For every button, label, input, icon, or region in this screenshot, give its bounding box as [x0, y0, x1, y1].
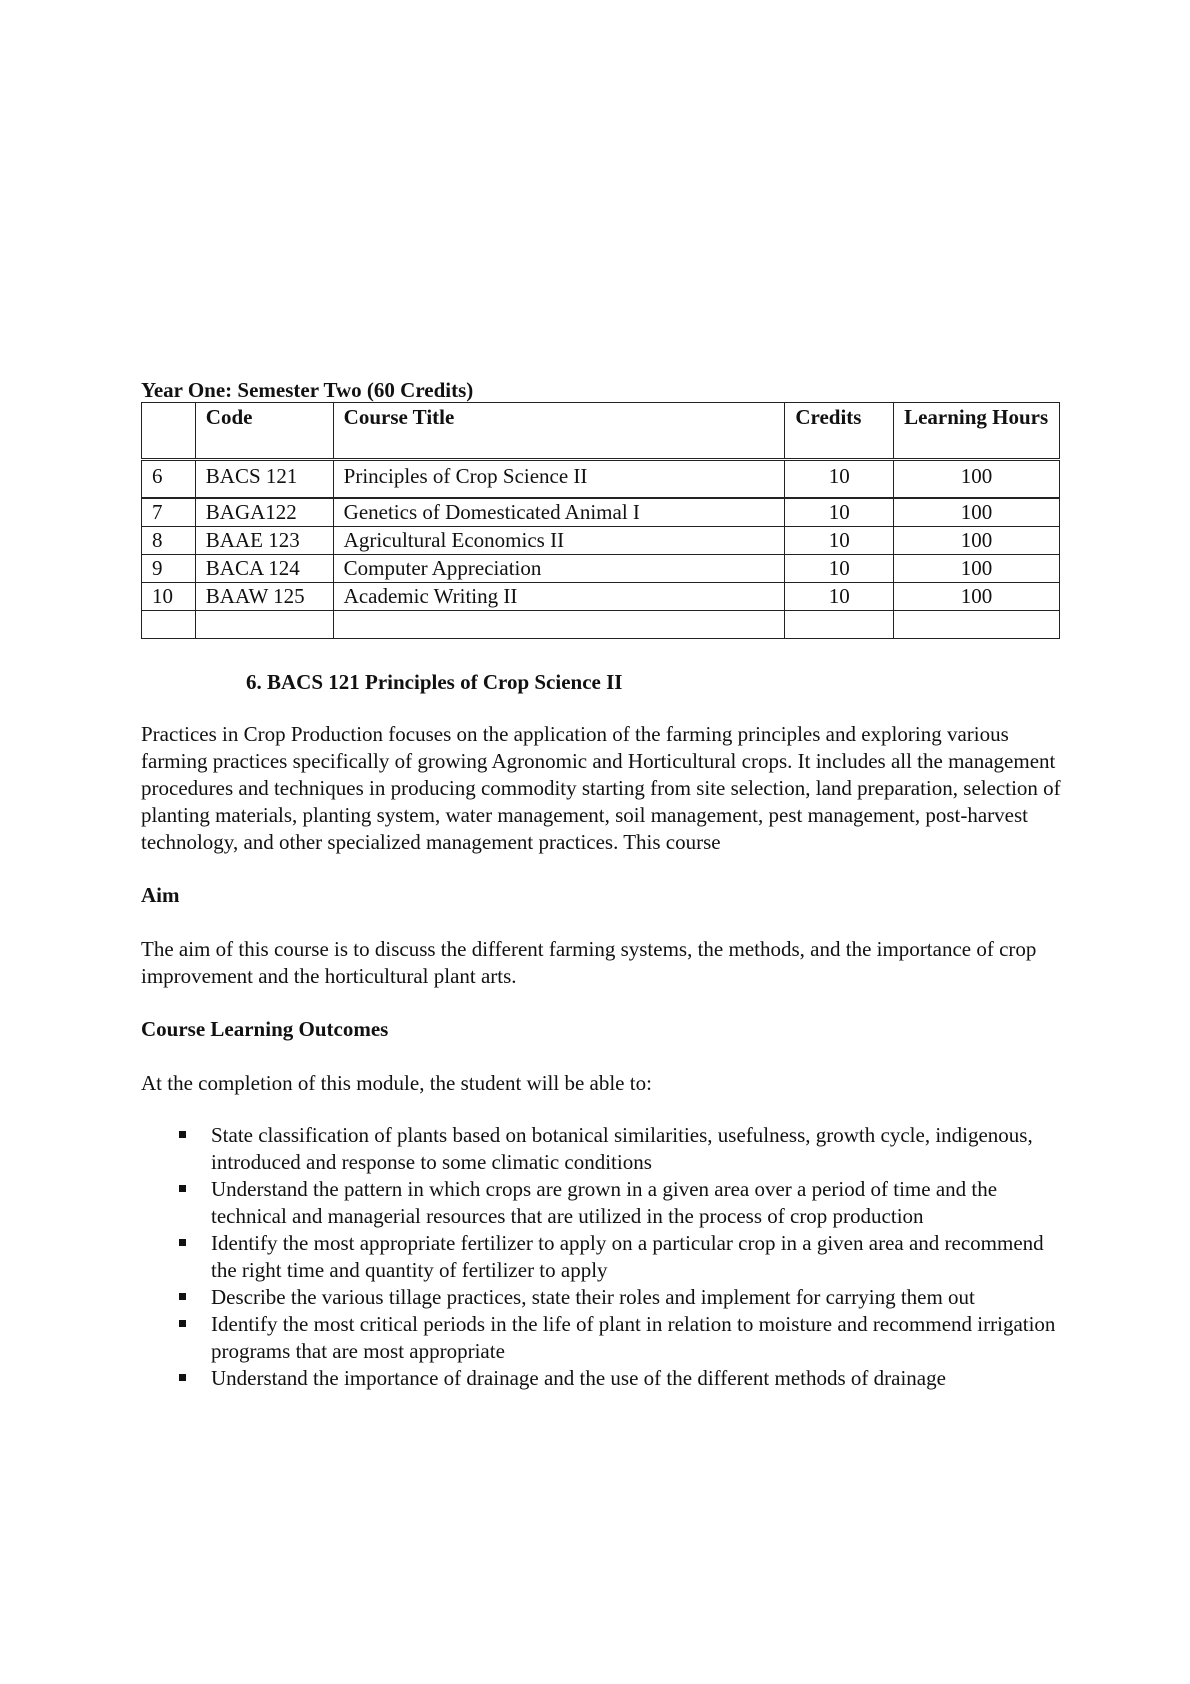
square-bullet-icon: [179, 1293, 186, 1300]
cell-credits: 10: [785, 583, 894, 611]
header-credits: Credits: [785, 403, 894, 460]
table-caption: Year One: Semester Two (60 Credits): [141, 378, 474, 402]
cell-title: Academic Writing II: [333, 583, 785, 611]
cell-number: 9: [142, 555, 196, 583]
cell-code: BACA 124: [195, 555, 333, 583]
cell-code: BAAE 123: [195, 527, 333, 555]
table-row: [142, 555, 1060, 583]
cell-code: [195, 611, 333, 639]
outcome-text: Identify the most critical periods in the life of plant in relation to moisture and recommend irrigation programs that are most appropriate: [211, 1312, 1056, 1363]
cell-title: Genetics of Domesticated Animal I: [333, 498, 785, 527]
cell-credits: 10: [785, 555, 894, 583]
table-header-row: [142, 403, 1060, 460]
table-row: [142, 527, 1060, 555]
cell-hours: 100: [894, 460, 1060, 499]
cell-hours: 100: [894, 555, 1060, 583]
header-course-title: Course Title: [333, 403, 785, 460]
outcomes-intro: At the completion of this module, the student will be able to:: [141, 1071, 652, 1095]
outcome-text: Understand the pattern in which crops are grown in a given area over a period of time and the technical and managerial resources that are utilized in the process of crop production: [211, 1177, 998, 1228]
aim-paragraph: The aim of this course is to discuss the different farming systems, the methods, and the importance of crop improvement and the horticultural plant arts.: [141, 937, 1037, 988]
header-code: Code: [195, 403, 333, 460]
square-bullet-icon: [179, 1320, 186, 1327]
outcome-text: Identify the most appropriate fertilizer to apply on a particular crop in a given area and recommend the right time and quantity of fertilizer to apply: [211, 1231, 1044, 1282]
square-bullet-icon: [179, 1185, 186, 1192]
cell-credits: 10: [785, 498, 894, 527]
cell-credits: 10: [785, 460, 894, 499]
cell-number: [142, 611, 196, 639]
module-intro-paragraph: Practices in Crop Production focuses on the application of the farming principles and exploring various farming practices specifically of growing Agronomic and Horticultural crops. It includes all the management procedures and techniques in producing commodity starting from site selection, land preparation, selection of planting materials, planting system, water management, soil management, pest management, post-harvest technology, and other specialized management practices. This course: [141, 722, 1061, 854]
cell-hours: [894, 611, 1060, 639]
cell-code: BAGA122: [195, 498, 333, 527]
cell-title: Agricultural Economics II: [333, 527, 785, 555]
outcomes-heading: Course Learning Outcomes: [141, 1017, 389, 1041]
list-item: [141, 1284, 1061, 1311]
cell-hours: 100: [894, 527, 1060, 555]
module-heading: 6. BACS 121 Principles of Crop Science II: [246, 670, 623, 694]
cell-hours: 100: [894, 583, 1060, 611]
outcomes-list: [141, 1122, 1061, 1392]
cell-credits: [785, 611, 894, 639]
list-item: [141, 1122, 1061, 1176]
list-item: [141, 1311, 1061, 1365]
cell-number: 7: [142, 498, 196, 527]
cell-code: BACS 121: [195, 460, 333, 499]
cell-hours: 100: [894, 498, 1060, 527]
table-row: [142, 583, 1060, 611]
cell-credits: 10: [785, 527, 894, 555]
cell-number: 6: [142, 460, 196, 499]
header-number: [142, 403, 196, 460]
list-item: [141, 1365, 1061, 1392]
cell-code: BAAW 125: [195, 583, 333, 611]
cell-number: 8: [142, 527, 196, 555]
course-table: [141, 402, 1060, 639]
list-item: [141, 1230, 1061, 1284]
outcome-text: Describe the various tillage practices, state their roles and implement for carrying them out: [211, 1285, 975, 1309]
cell-number: 10: [142, 583, 196, 611]
aim-heading: Aim: [141, 883, 180, 907]
table-row: [142, 460, 1060, 499]
cell-title: Computer Appreciation: [333, 555, 785, 583]
square-bullet-icon: [179, 1239, 186, 1246]
page-content: [141, 378, 1061, 1392]
header-learning-hours: Learning Hours: [894, 403, 1060, 460]
square-bullet-icon: [179, 1131, 186, 1138]
list-item: [141, 1176, 1061, 1230]
outcome-text: State classification of plants based on botanical similarities, usefulness, growth cycle, indigenous, introduced and response to some climatic conditions: [211, 1123, 1033, 1174]
table-row: [142, 498, 1060, 527]
table-row-empty: [142, 611, 1060, 639]
cell-title: [333, 611, 785, 639]
square-bullet-icon: [179, 1374, 186, 1381]
outcome-text: Understand the importance of drainage and the use of the different methods of drainage: [211, 1366, 946, 1390]
cell-title: Principles of Crop Science II: [333, 460, 785, 499]
